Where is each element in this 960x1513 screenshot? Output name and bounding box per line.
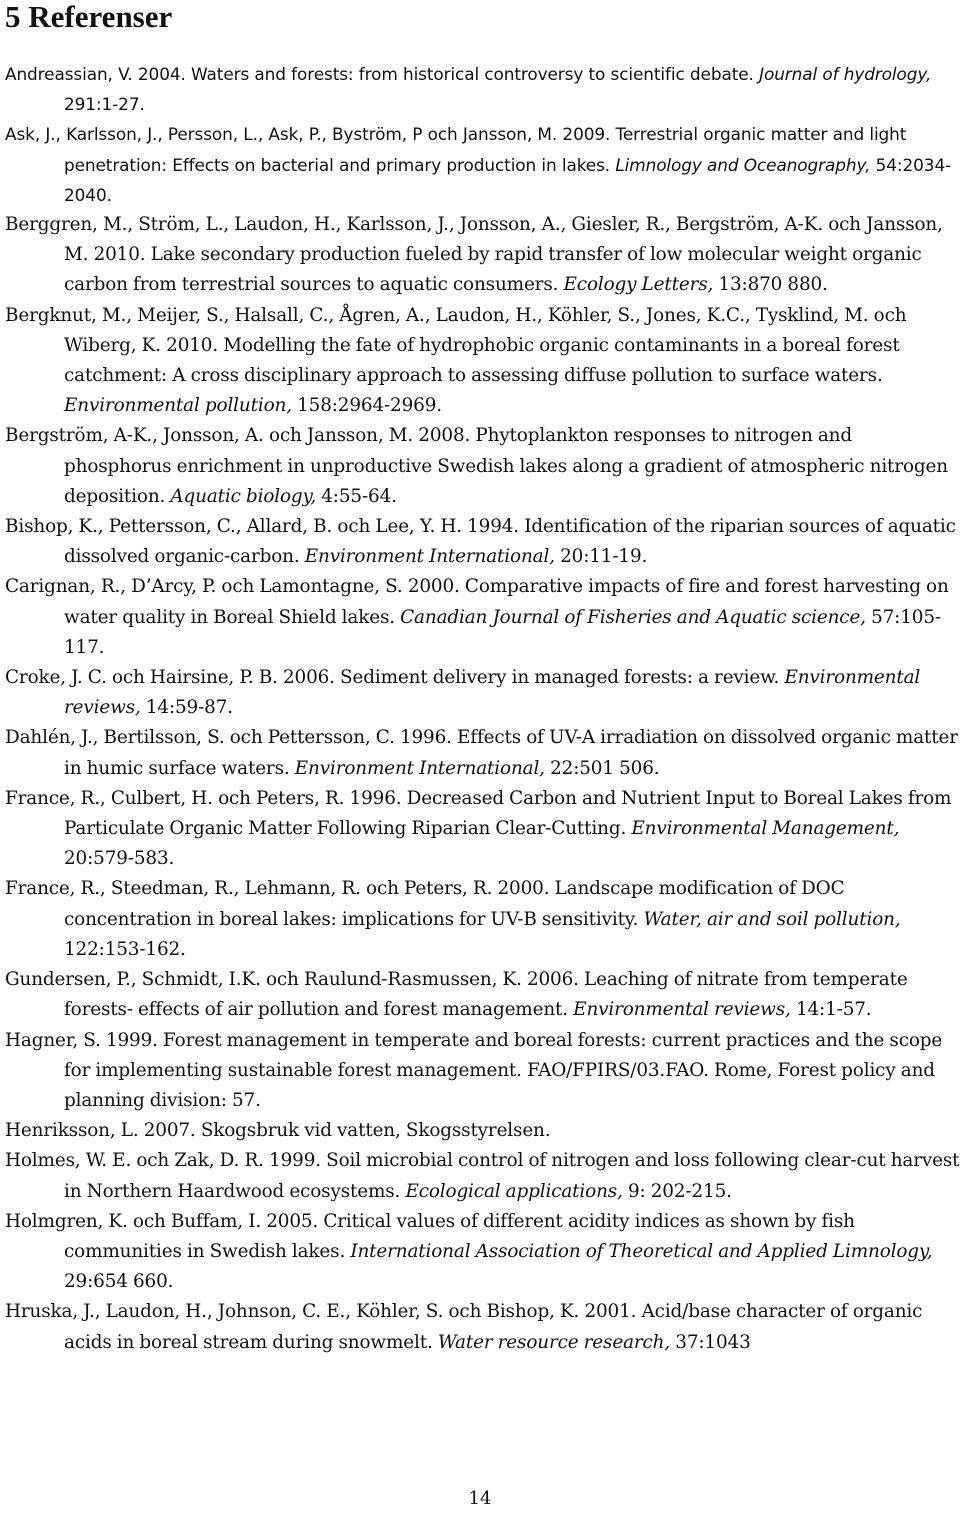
reference-journal: Limnology and Oceanography, xyxy=(615,154,871,175)
reference-entry xyxy=(5,210,960,301)
reference-text: Dahlén, J., Bertilsson, S. och Pettersson, C. 1996. Effects of UV-A irradiation on dissolved organic matter in humic surface waters. xyxy=(5,727,958,779)
reference-text: Bergström, A-K., Jonsson, A. och Jansson, M. 2008. Phytoplankton responses to nitrogen and phosphorus enrichment in unproductive Swedish lakes along a gradient of atmospheric nitrogen deposition. xyxy=(5,425,948,507)
reference-text: Hruska, J., Laudon, H., Johnson, C. E., Köhler, S. och Bishop, K. 2001. Acid/base character of organic acids in boreal stream during snowmelt. xyxy=(5,1301,923,1353)
reference-entry xyxy=(5,1146,960,1206)
reference-journal: International Association of Theoretical and Applied Limnology, xyxy=(350,1240,933,1262)
reference-volume: 14:1-57. xyxy=(795,999,872,1021)
reference-journal: Water resource research, xyxy=(437,1331,671,1353)
reference-text: Andreassian, V. 2004. Waters and forests: from historical controversy to scientific debate. xyxy=(5,64,754,84)
section-heading: 5 Referenser xyxy=(5,0,173,34)
reference-volume: 9: 202-215. xyxy=(627,1180,732,1202)
reference-volume: 122:153-162. xyxy=(64,938,186,960)
reference-journal: Environmental reviews, xyxy=(64,667,921,719)
reference-volume: 37:1043 xyxy=(675,1331,751,1353)
reference-entry xyxy=(5,1116,960,1146)
reference-text: France, R., Culbert, H. och Peters, R. 1996. Decreased Carbon and Nutrient Input to Boreal Lakes from Particulate Organic Matter Following Riparian Clear-Cutting. xyxy=(5,787,952,840)
reference-journal: Water, air and soil pollution, xyxy=(643,908,901,930)
reference-volume: 54:2034-2040. xyxy=(64,154,952,205)
reference-journal: Environmental pollution, xyxy=(64,395,292,417)
reference-entry xyxy=(5,572,960,663)
reference-entry xyxy=(5,784,960,875)
reference-entry xyxy=(5,119,960,210)
reference-journal: Environment International, xyxy=(304,546,555,568)
reference-entry xyxy=(5,874,960,965)
reference-list xyxy=(5,59,960,1358)
reference-volume: 291:1-27. xyxy=(64,94,145,115)
reference-journal: Ecology Letters, xyxy=(563,274,714,296)
reference-text: Carignan, R., D’Arcy, P. och Lamontagne, S. 2000. Comparative impacts of fire and forest harvesting on water quality in Boreal Shield lakes. xyxy=(5,576,949,628)
reference-entry xyxy=(5,1207,960,1298)
reference-text: Bergknut, M., Meijer, S., Halsall, C., Ågren, A., Laudon, H., Köhler, S., Jones, K.C., Tysklind, M. och Wiberg, K. 2010. Modelling the fate of hydrophobic organic contaminants in a boreal forest catchment: A cross disciplinary approach to assessing diffuse pollution to surface waters. xyxy=(5,304,907,387)
reference-journal: Canadian Journal of Fisheries and Aquatic science, xyxy=(400,606,866,628)
reference-journal: Aquatic biology, xyxy=(170,485,317,507)
reference-text: Hagner, S. 1999. Forest management in temperate and boreal forests: current practices and the scope for implementing sustainable forest management. FAO/FPIRS/03.FAO. Rome, Forest policy and planning division: 57. xyxy=(5,1029,943,1111)
reference-volume: 158:2964-2969. xyxy=(297,395,442,417)
reference-text: Henriksson, L. 2007. Skogsbruk vid vatten, Skogsstyrelsen. xyxy=(5,1120,551,1142)
page-number: 14 xyxy=(468,1488,492,1509)
reference-volume: 4:55-64. xyxy=(321,485,397,507)
reference-entry xyxy=(5,663,960,723)
reference-entry xyxy=(5,723,960,783)
reference-entry xyxy=(5,512,960,572)
reference-text: Croke, J. C. och Hairsine, P. B. 2006. Sediment delivery in managed forests: a review. xyxy=(5,667,780,689)
reference-text: Gundersen, P., Schmidt, I.K. och Raulund-Rasmussen, K. 2006. Leaching of nitrate from temperate forests- effects of air pollution and forest management. xyxy=(5,969,908,1021)
reference-entry xyxy=(5,1297,960,1357)
reference-journal: Environmental reviews, xyxy=(573,999,791,1021)
reference-text: Bishop, K., Pettersson, C., Allard, B. och Lee, Y. H. 1994. Identification of the riparian sources of aquatic dissolved organic-carbon. xyxy=(5,516,956,568)
reference-volume: 20:11-19. xyxy=(560,546,648,568)
reference-volume: 20:579-583. xyxy=(64,848,175,870)
reference-volume: 22:501 506. xyxy=(550,757,660,779)
reference-text: France, R., Steedman, R., Lehmann, R. och Peters, R. 2000. Landscape modification of DOC concentration in boreal lakes: implications for UV-B sensitivity. xyxy=(5,878,845,930)
reference-text: Holmgren, K. och Buffam, I. 2005. Critical values of different acidity indices as shown by fish communities in Swedish lakes. xyxy=(5,1210,855,1262)
reference-entry xyxy=(5,965,960,1025)
reference-journal: Environment International, xyxy=(294,757,545,779)
reference-volume: 13:870 880. xyxy=(718,274,828,296)
reference-volume: 29:654 660. xyxy=(64,1271,174,1293)
reference-entry xyxy=(5,301,960,422)
reference-entry xyxy=(5,59,960,119)
reference-entry xyxy=(5,421,960,512)
reference-text: Ask, J., Karlsson, J., Persson, L., Ask, P., Byström, P och Jansson, M. 2009. Terrestrial organic matter and light penetration: Effects on bacterial and primary production in lakes. xyxy=(5,124,907,175)
reference-text: Holmes, W. E. och Zak, D. R. 1999. Soil microbial control of nitrogen and loss following clear-cut harvest in Northern Haardwood ecosystems. xyxy=(5,1150,960,1202)
reference-volume: 14:59-87. xyxy=(145,697,233,719)
reference-journal: Environmental Management, xyxy=(631,818,900,840)
reference-journal: Ecological applications, xyxy=(405,1180,623,1202)
reference-journal: Journal of hydrology, xyxy=(759,64,932,84)
reference-volume: 57:105-117. xyxy=(64,606,941,658)
reference-text: Berggren, M., Ström, L., Laudon, H., Karlsson, J., Jonsson, A., Giesler, R., Bergström, A-K. och Jansson, M. 2010. Lake secondary production fueled by rapid transfer of low molecular weight organic carbon from terrestrial sources to aquatic consumers. xyxy=(5,214,943,296)
reference-entry xyxy=(5,1026,960,1117)
